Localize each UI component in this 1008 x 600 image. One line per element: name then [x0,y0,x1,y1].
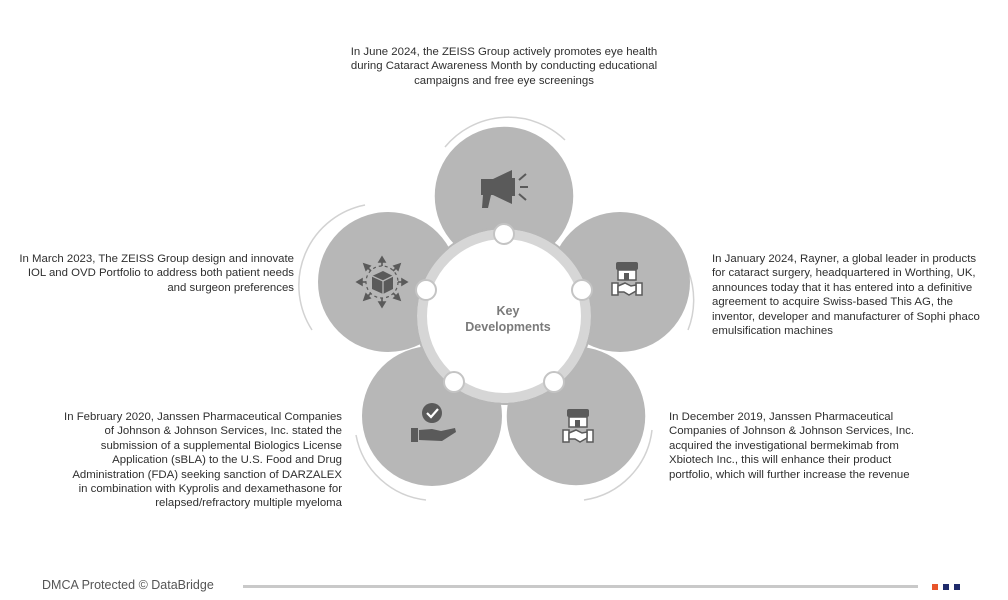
development-text-bottom-left: In February 2020, Janssen Pharmaceutical Companies of Johnson & Johnson Services, Inc. stated the submission of a supplemental Biologics License Application (sBLA) to the U.S. Food and Drug Administration (FDA) seeking sanction of DARZALEX in combination with Kyprolis and dexamethasone for relapsed/refractory multiple myeloma [64,411,342,510]
connector-dot-top [494,224,514,244]
brand-dot-2 [943,584,949,590]
footer-copyright: DMCA Protected © DataBridge [42,578,214,592]
development-text-top: In June 2024, the ZEISS Group actively promotes eye health during Cataract Awareness Month by conducting educational campaigns and free eye screenings [350,46,658,87]
connector-dot-right [572,280,592,300]
brand-dot-3 [954,584,960,590]
development-text-left: In March 2023, The ZEISS Group design and innovate IOL and OVD Portfolio to address both patient needs and surgeon preferences [19,253,294,294]
development-text-bottom-right: In December 2019, Janssen Pharmaceutical Companies of Johnson & Johnson Services, Inc. acquired the investigational bermekimab from Xbiotech Inc., this will enhance their product portfolio, which will further increase the revenue [669,411,915,481]
center-label-line-2: Developments [465,320,551,334]
product-expansion-icon [357,257,407,307]
connector-dot-left [416,280,436,300]
footer-brand-dots [932,584,960,590]
connector-dot-bottom-left [444,372,464,392]
footer-divider [243,585,918,588]
brand-dot-1 [932,584,938,590]
center-label-line-1: Key [496,304,520,318]
connector-dot-bottom-right [544,372,564,392]
development-text-right: In January 2024, Rayner, a global leader in products for cataract surgery, headquartered in Worthing, UK, announces today that it has entered into a definitive agreement to acquire Swiss-based This AG, the inventor, developer and manufacturer of Sophi phaco emulsification machines [712,253,980,338]
